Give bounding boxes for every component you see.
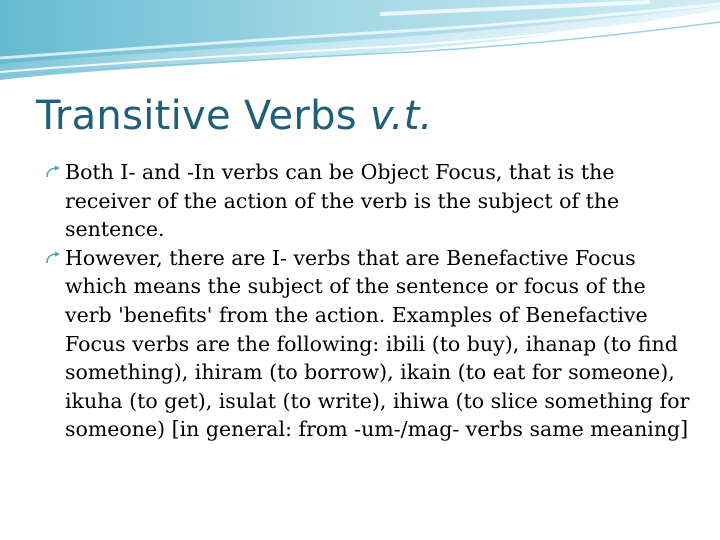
slide-title [36, 92, 433, 140]
curved-arrow-bullet-icon [44, 244, 63, 273]
slide-title-main: Transitive Verbs [36, 93, 357, 139]
bullet-text: Both I- and -In verbs can be Object Focus, that is the receiver of the action of the verb is the subject of the sentence. [65, 160, 620, 242]
curved-arrow-bullet-icon [44, 158, 63, 187]
bullet-item [44, 158, 694, 244]
header-wave-decoration [0, 0, 720, 90]
bullet-list [44, 158, 694, 444]
bullet-item [44, 244, 694, 444]
slide-title-suffix: v.t. [369, 93, 433, 139]
bullet-text: However, there are I- verbs that are Benefactive Focus which means the subject of the sentence or focus of the verb 'benefits' from the action. Examples of Benefactive Focus verbs are the following: ibili (to buy), ihanap (to find something), ihiram (to borrow), ikain (to eat for someone), ikuha (to get), isulat (to write), ihiwa (to slice something for someone) [in general: from -um-/mag- verbs same meaning] [65, 245, 690, 442]
